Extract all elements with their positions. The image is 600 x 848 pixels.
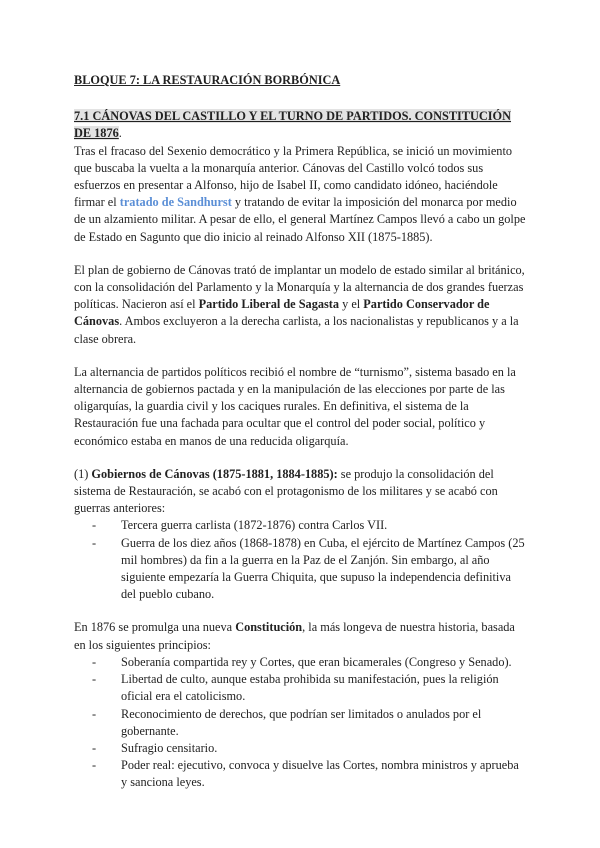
section-1-paragraph	[74, 108, 528, 246]
partido-liberal: Partido Liberal de Sagasta	[198, 297, 340, 312]
list-item: - Libertad de culto, aunque estaba prohibida su manifestación, pues la religión oficial era el catolicismo.	[121, 671, 528, 705]
constitution-block	[74, 619, 528, 791]
intro-text-cont: y tratando de evitar la imposición del monarca por medio de un alzamiento militar. A pesar de ello, el general Martínez Campos llevó a cabo un golpe de Estado en Sagunto que dio inicio al reinado Alfonso XII (1875-1885).	[74, 195, 526, 244]
constitucion-bold: Constitución	[235, 620, 303, 635]
plan-text-end: . Ambos excluyeron a la derecha carlista, a los nacionalistas y republicanos y a la clase obrera.	[74, 314, 519, 346]
list-item: - Sufragio censitario.	[121, 740, 528, 757]
list-item: - Reconocimiento de derechos, que podrían ser limitados o anulados por el gobernante.	[121, 706, 528, 740]
document-title: BLOQUE 7: LA RESTAURACIÓN BORBÓNICA	[74, 73, 341, 87]
principles-list	[74, 654, 528, 792]
numbering: (1)	[74, 466, 92, 481]
wars-list	[74, 517, 528, 603]
canovas-heading: Gobiernos de Cánovas (1875-1881, 1884-1885):	[91, 466, 338, 481]
section-heading: 7.1 CÁNOVAS DEL CASTILLO Y EL TURNO DE PARTIDOS. CONSTITUCIÓN DE 1876	[74, 109, 512, 141]
turnismo-paragraph: La alternancia de partidos políticos recibió el nombre de “turnismo”, sistema basado en la alternancia de gobiernos pactada y en la manipulación de las elecciones por parte de las oligarquías, la guardia civil y los caciques rurales. En definitiva, el sistema de la Restauración fue una fachada para ocultar que el control del poder social, político y económico estaba en manos de una reducida oligarquía.	[74, 364, 516, 448]
plan-text: El plan de gobierno de Cánovas trató de implantar un modelo de estado similar al británico, con la consolidación del Parlamento y la Monarquía y la alternancia de dos grandes fuerzas políticas. Nacieron así el	[74, 262, 525, 312]
canovas-governments-block	[74, 466, 528, 604]
plan-paragraph	[74, 262, 528, 348]
list-item: - Guerra de los diez años (1868-1878) en Cuba, el ejército de Martínez Campos (25 mil hombres) da fin a la guerra en la Paz de el Zanjón. Sin embargo, al año siguiente empezaría la Guerra Chiquita, que supuso la independencia definitiva del pueblo cubano.	[121, 535, 528, 604]
canovas-text: se produjo la consolidación del sistema de Restauración, se acabó con el protagonismo de los militares y se acabó con guerras anteriores:	[74, 466, 498, 516]
list-item: - Soberanía compartida rey y Cortes, que eran bicamerales (Congreso y Senado).	[121, 654, 528, 671]
plan-text-and: y el	[339, 297, 364, 312]
list-item: - Poder real: ejecutivo, convoca y disuelve las Cortes, nombra ministros y aprueba y sanciona leyes.	[121, 757, 528, 791]
canovas-paragraph	[74, 466, 528, 518]
partido-conservador: Partido Conservador de Cánovas	[74, 297, 490, 329]
section-heading-period: .	[118, 126, 122, 141]
constitution-paragraph	[74, 619, 528, 653]
constitution-text-end: , la más longeva de nuestra historia, basada en los siguientes principios:	[74, 620, 515, 652]
list-item: - Tercera guerra carlista (1872-1876) contra Carlos VII.	[121, 517, 528, 534]
constitution-text: En 1876 se promulga una nueva	[74, 620, 236, 635]
intro-text: Tras el fracaso del Sexenio democrático y la Primera República, se inició un movimiento que buscaba la vuelta a la monarquía anterior. Cánovas del Castillo volcó todos sus esfuerzos en presentar a Alfonso, hijo de Isabel II, como candidato idóneo, haciéndole firmar el	[74, 143, 513, 210]
sandhurst-link[interactable]: tratado de Sandhurst	[119, 195, 232, 210]
